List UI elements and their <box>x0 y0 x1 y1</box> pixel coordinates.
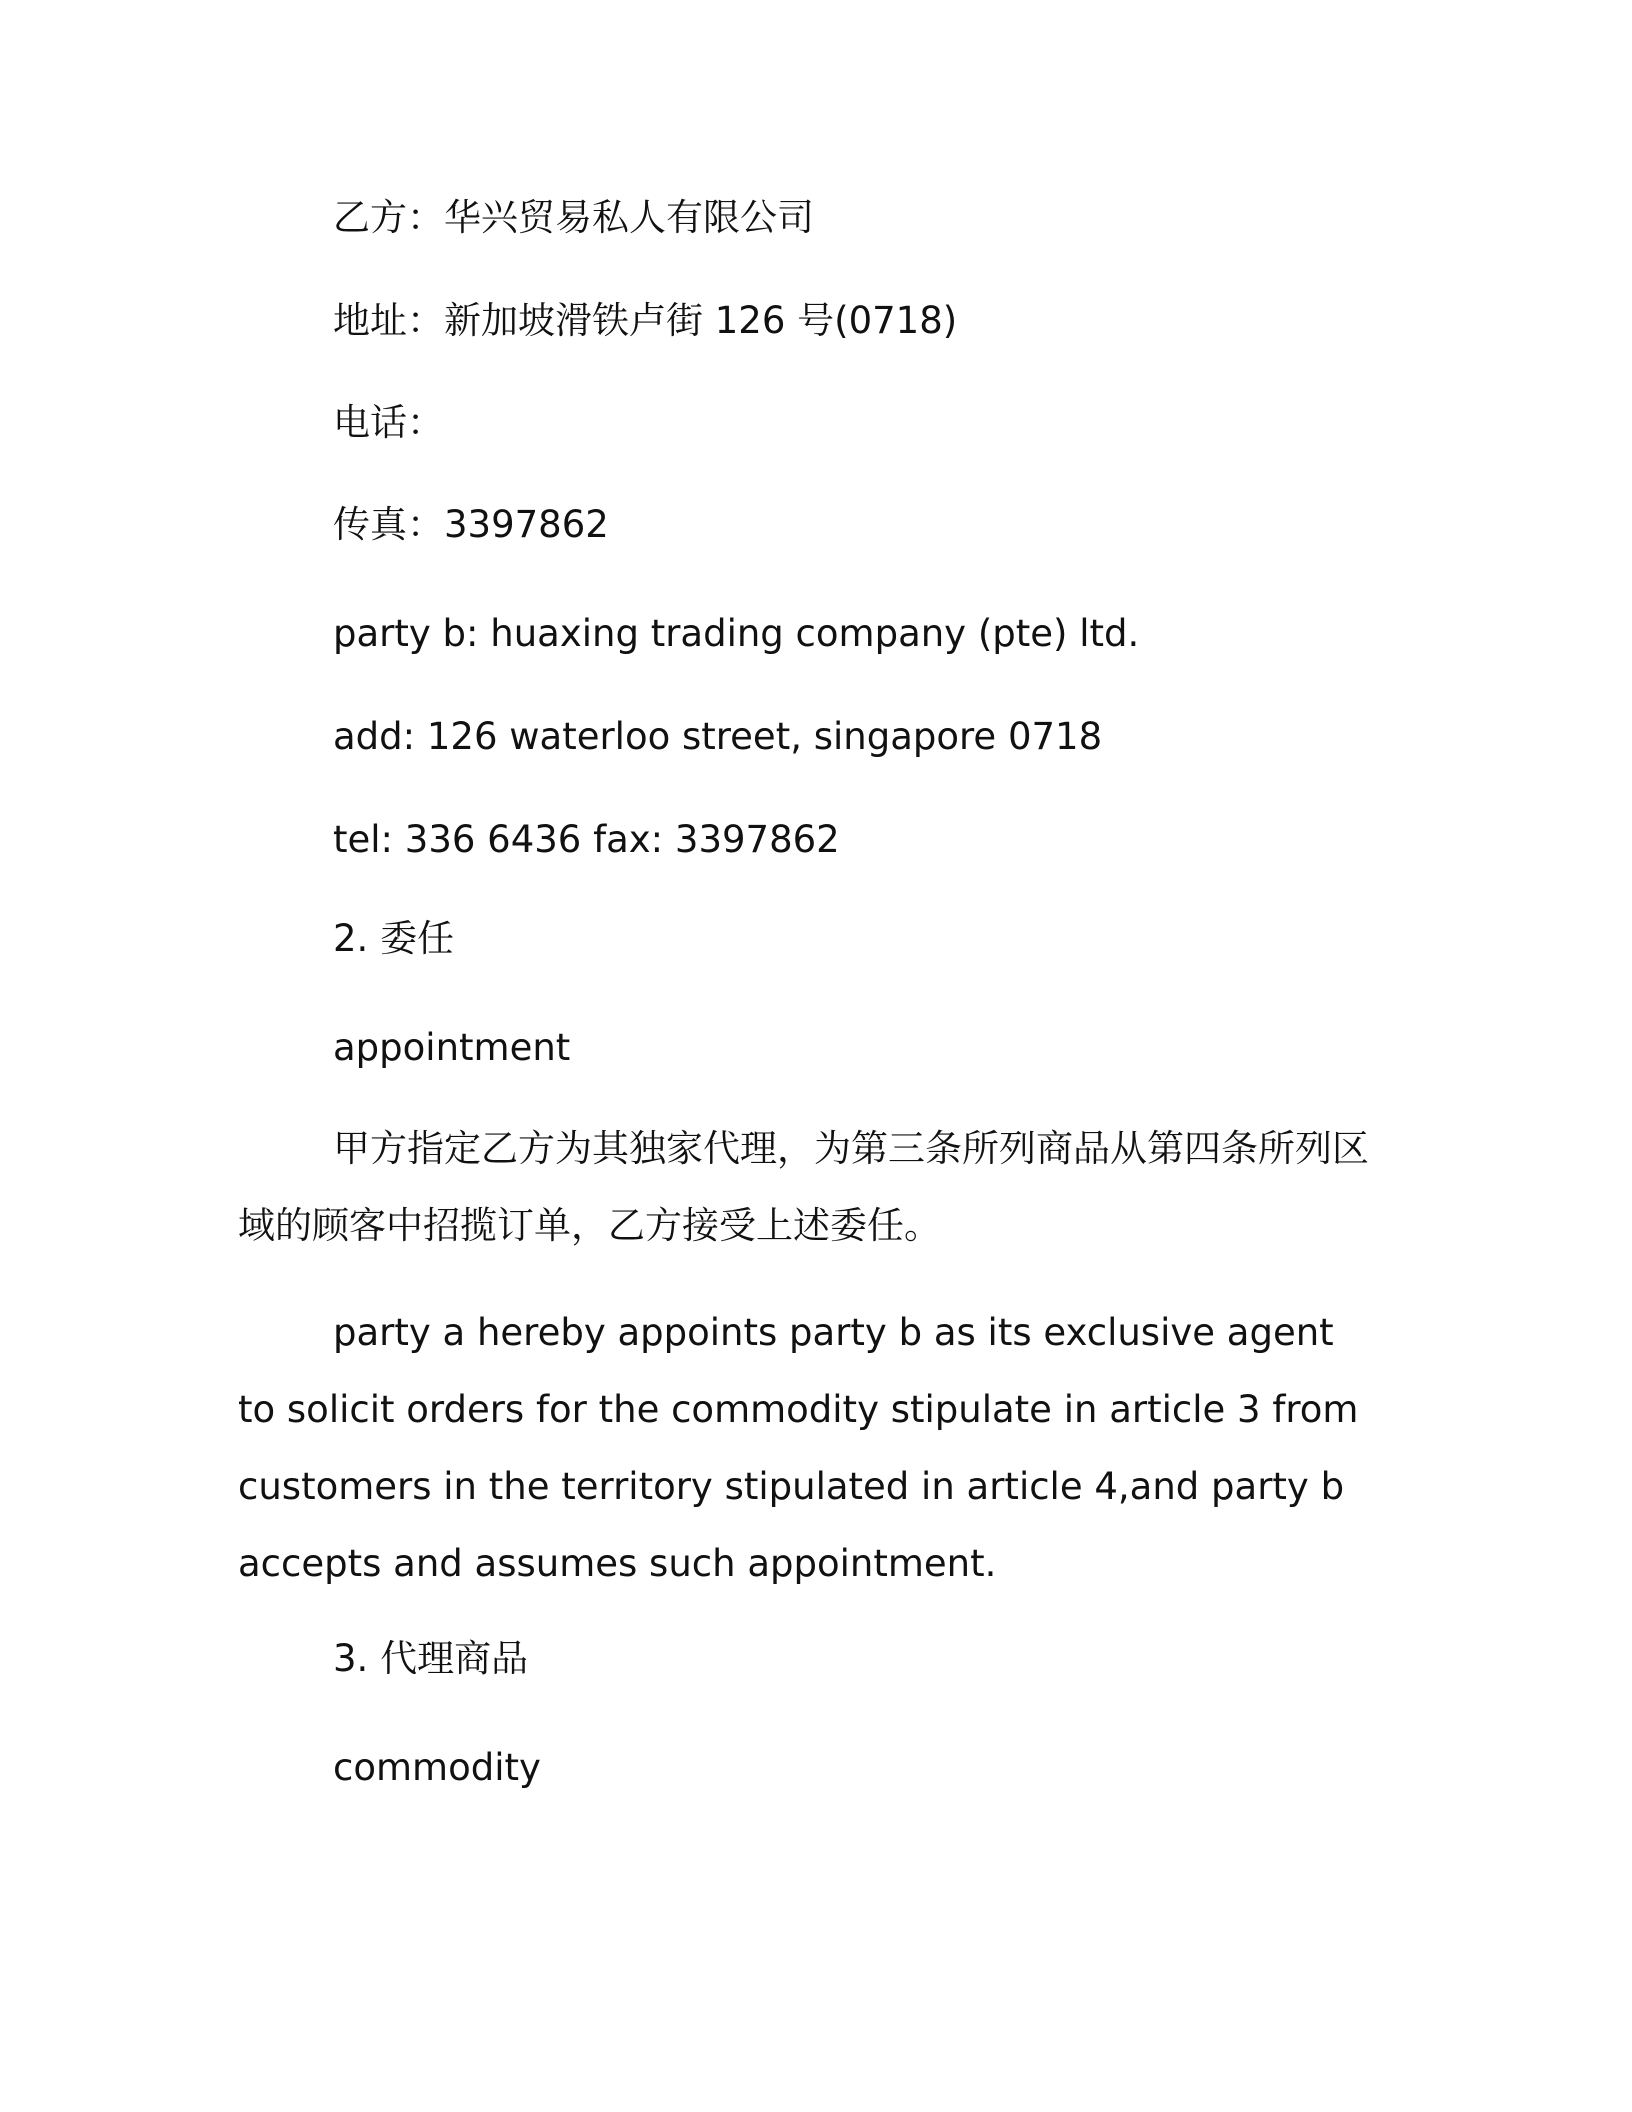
tel-cn: 电话： <box>333 401 444 444</box>
section-2-heading-en: appointment <box>333 1026 571 1069</box>
fax-cn: 传真：3397862 <box>333 503 609 546</box>
address-cn: 地址：新加坡滑铁卢街 126 号(0718) <box>333 299 958 342</box>
section-2-body-en: party a hereby appoints party b as its exclusive agent to solicit orders for the commodity stipulate in article 3 from customers in the territory stipulated in article 4,and party b accepts and assumes such appointment. <box>238 1311 1359 1585</box>
section-2-body-cn: 甲方指定乙方为其独家代理，为第三条所列商品从第四条所列区域的顾客中招揽订单，乙方接受上述委任。 <box>238 1127 1369 1247</box>
section-3-heading-en: commodity <box>333 1746 541 1789</box>
party-b-en: party b: huaxing trading company (pte) ltd. <box>333 612 1140 655</box>
address-en: add: 126 waterloo street, singapore 0718 <box>333 715 1103 758</box>
party-b-cn: 乙方：华兴贸易私人有限公司 <box>333 196 814 239</box>
tel-fax-en: tel: 336 6436 fax: 3397862 <box>333 818 840 861</box>
section-2-heading-cn: 2. 委任 <box>333 917 455 960</box>
section-3-heading-cn: 3. 代理商品 <box>333 1637 529 1680</box>
